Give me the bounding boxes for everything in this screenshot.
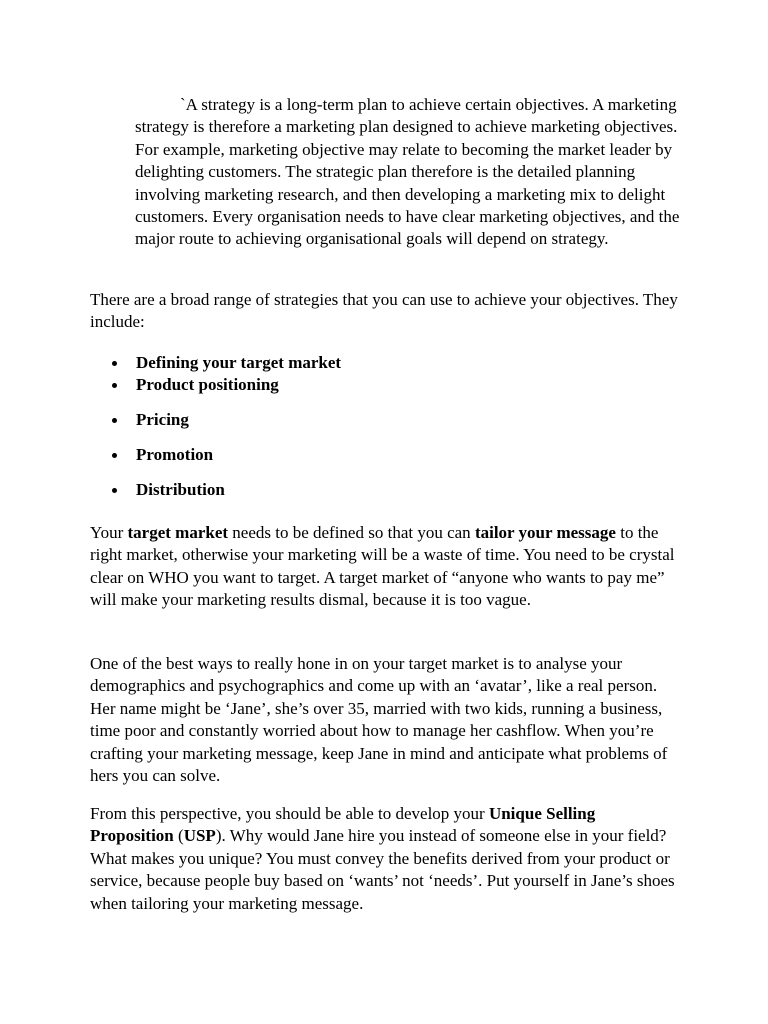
usp-term-emphasis: Unique Selling Proposition <box>90 804 596 846</box>
avatar-paragraph <box>90 653 680 787</box>
strategy-definition-quote <box>135 94 680 251</box>
bullet-icon <box>112 488 117 493</box>
usp-text-3: ). Why would Jane hire you instead of someone else in your field? What makes you unique? You must convey the benefits derived from your product or service, because people buy based on ‘wants’ not ‘needs’. Put yourself in Jane’s shoes when tailoring your marketing message. <box>90 826 675 913</box>
usp-text-1: From this perspective, you should be able to develop your <box>90 804 489 823</box>
usp-paragraph <box>90 803 680 915</box>
intro-text: There are a broad range of strategies that you can use to achieve your objectives. They include: <box>90 290 678 332</box>
usp-acronym-emphasis: USP <box>183 826 216 846</box>
bullet-icon <box>112 361 117 366</box>
list-item-label: Pricing <box>136 410 189 429</box>
tailor-message-emphasis: tailor your message <box>474 523 616 542</box>
target-text-3: to the right market, otherwise your marketing will be a waste of time. You need to be crystal clear on WHO you want to target. A target market of “anyone who wants to pay me” will make your marketing results dismal, because it is too vague. <box>90 523 675 610</box>
target-market-emphasis: target market <box>127 523 229 542</box>
target-market-paragraph <box>90 522 680 612</box>
target-text-1: Your <box>90 523 128 542</box>
strategies-intro-paragraph <box>90 289 680 334</box>
bullet-icon <box>112 383 117 388</box>
usp-text-2: ( <box>173 826 184 846</box>
list-item-label: Product positioning <box>136 375 279 394</box>
avatar-text: One of the best ways to really hone in on your target market is to analyse your demographics and psychographics and come up with an ‘avatar’, like a real person. Her name might be ‘Jane’, she’s over 35, married with two kids, running a business, time poor and constantly worried about how to manage her cashflow. When you’re crafting your marketing message, keep Jane in mind and anticipate what problems of hers you can solve. <box>90 654 668 786</box>
bullet-icon <box>112 418 117 423</box>
target-text-2: needs to be defined so that you can <box>228 523 475 542</box>
list-item-label: Distribution <box>136 480 225 499</box>
list-item-label: Promotion <box>136 445 214 464</box>
quote-text: `A strategy is a long-term plan to achieve certain objectives. A marketing strategy is therefore a marketing plan designed to achieve marketing objectives. For example, marketing objective may relate to becoming the market leader by delighting customers. The strategic plan therefore is the detailed planning involving marketing research, and then developing a marketing mix to delight customers. Every organisation needs to have clear marketing objectives, and the major route to achieving organisational goals will depend on strategy. <box>135 95 680 249</box>
bullet-icon <box>112 453 117 458</box>
list-item-label: Defining your target market <box>136 353 342 372</box>
